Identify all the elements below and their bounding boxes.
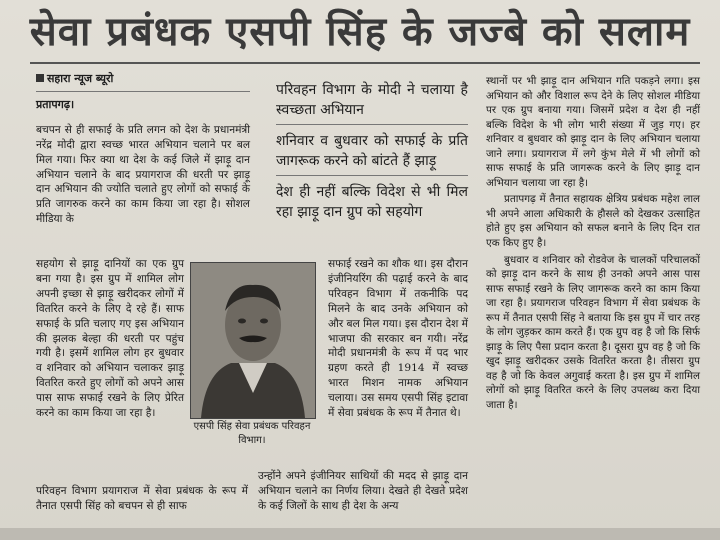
column-3 xyxy=(486,74,700,415)
page-edge xyxy=(0,528,720,540)
subhead-2: शनिवार व बुधवार को सफाई के प्रति जागरूक करने को बांटते हैं झाड़ू xyxy=(276,133,468,169)
paragraph: सफाई रखने का शौक था। इस दौरान इंजीनियरिंग की पढ़ाई करने के बाद परिवहन विभाग में तकनीकि पद मिलने के बाद उनके अभियान को और बल मिल गया। इस दौरान देश में भाजपा की सरकार बन गयी। नरेंद्र मोदी प्रधानमंत्री के रूप में पद भार ग्रहण करते ही 1914 में स्वच्छ भारत मिशन नामक अभियान चलाया। उस समय एसपी सिंह इटावा में सेवा प्रबंधक के रूप में तैनात थे। xyxy=(328,258,468,420)
paragraph: प्रतापगढ़ में तैनात सहायक क्षेत्रिय प्रबंधक महेश लाल भी अपने आला अधिकारी के हौसले को देखकर उत्साहित होते हुए इस अभियान को सफल बनाने के लिए दिन रात एक किए हुए है। xyxy=(486,193,700,250)
subhead-rule xyxy=(276,124,468,125)
paragraph: बुधवार व शनिवार को रोडवेज के चालकों परिचालकों को झाड़ू दान करने के साथ ही उनको अपने आस पास साफ सफाई रखने के लिए जागरूक करने का काम किया जा रहा है। प्रयागराज परिवहन विभाग में सेवा प्रबंधक के रूप में तैनात एसपी सिंह ने बताया कि इस ग्रुप में चार तरह के लोग जुड़कर काम करते हैं। एक ग्रुप वह है जो कि सिर्फ झाड़ू के लिए पैसा प्रदान करता है। दूसरा ग्रुप वह है जो कि खुद झाड़ू खरीदकर उसके वितरित करता है। तीसरा ग्रुप वह है जो कि केवल अगुवाई करता है। इस ग्रुप में शामिल लोगों को झाड़ू वितरित करने के लिए उपलब्ध करा दिया जाता है। xyxy=(486,253,700,412)
byline: सहारा न्यूज ब्यूरो xyxy=(36,72,250,87)
paragraph: परिवहन विभाग प्रयागराज में सेवा प्रबंधक के रूप में तैनात एसपी सिंह को बचपन से ही साफ xyxy=(36,485,248,512)
column-1-bottom xyxy=(36,484,248,516)
subhead-1: परिवहन विभाग के मोदी ने चलाया है स्वच्छता अभियान xyxy=(276,82,468,118)
place-dateline: प्रतापगढ़। xyxy=(36,97,75,111)
headline-rule xyxy=(30,62,700,64)
paragraph: सहयोग से झाड़ू दानियों का एक ग्रुप बना गया है। इस ग्रुप में शामिल लोग अपनी इच्छा से झाड़ू खरीदकर लोगों में वितरित करने के लिए दे रहे हैं। साफ सफाई के प्रति चलाए गए इस अभियान की झलक बेल्हा की धरती पर पहुंच गयी है। इसमें शामिल लोग हर बुधवार व शनिवार को अभियान चलाकर झाड़ू वितरित करते हुए लोगों को अपने आस पास साफ सफाई रखने के लिए प्रेरित करने का काम किया जा रहा है। xyxy=(36,258,184,420)
column-1-middle xyxy=(36,257,184,423)
byline-rule xyxy=(36,91,250,92)
headline: सेवा प्रबंधक एसपी सिंह के जज्बे को सलाम xyxy=(29,9,691,55)
paragraph: बचपन से ही सफाई के प्रति लगन को देश के प्रधानमंत्री नरेंद्र मोदी द्वारा स्वच्छ भारत अभियान चलाने पर बल मिल गया। फिर क्या था देश के कई जिले में झाड़ू दान अभियान चलाने के बाद प्रयागराज की धरती पर झाड़ू दान अभियान की ज्योति चलाते हुए लोगों को सफाई के प्रति जागरुक करने का काम किया जा रहा है। सोशल मीडिया के xyxy=(36,123,250,226)
column-2-bottom xyxy=(258,469,468,516)
subhead-3: देश ही नहीं बल्कि विदेश से भी मिल रहा झाड़ू दान ग्रुप को सहयोग xyxy=(276,184,468,220)
photo-caption: एसपी सिंह सेवा प्रबंधक परिवहन विभाग। xyxy=(193,421,311,446)
subhead-rule xyxy=(276,175,468,176)
column-2-middle xyxy=(328,257,468,423)
byline-bullet xyxy=(36,74,44,82)
paragraph: उन्होंने अपने इंजीनियर साथियों की मदद से झाड़ू दान अभियान चलाने का निर्णय लिया। देखते ही देखते प्रदेश के कई जिलों के साथ ही देश के अन्य xyxy=(258,470,468,512)
column-1-top xyxy=(36,72,250,229)
portrait-photo xyxy=(190,262,316,419)
subheads-box xyxy=(276,80,468,222)
paragraph: स्थानों पर भी झाड़ू दान अभियान गति पकड़ने लगा। इस अभियान को और विशाल रूप देने के लिए सोशल मीडिया पर एक ग्रुप बनाया गया। जिसमें प्रदेश व देश ही नहीं बल्कि विदेश के भी लोग भारी संख्या में जुड़ गए। हर शनिवार व बुधवार को झाड़ू दान के लिए अभियान चलाया जाने लगा। प्रयागराज में लगे कुंभ मेले में भी लोगों को साफ सफाई के प्रति जागरूक करने के लिए झाड़ू दान अभियान चलाया जा रहा है। xyxy=(486,75,700,189)
